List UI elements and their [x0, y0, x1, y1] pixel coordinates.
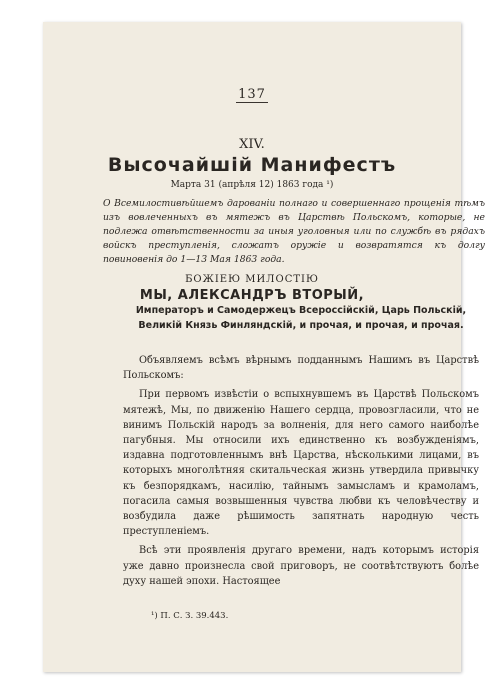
section-number: XIV.	[239, 137, 265, 152]
page-number: 137	[238, 87, 266, 102]
summary-text: О Всемилостивѣйшемъ дарованіи полнаго и совершеннаго прощенія тѣмъ изъ вовлеченныхъ въ мятежъ въ Царствѣ Польскомъ, которые, не подлежа отвѣтственности за иныя уголовныя или по службѣ въ рядахъ войскъ преступленія, сложатъ оружіе и возвратятся къ долгу повиновенія до 1—13 Мая 1863 года.	[103, 198, 485, 265]
paragraph: Всѣ эти проявленія другаго времени, надъ которымъ исторія уже давно произнесла свой приговоръ, не соотвѣтствуютъ болѣе духу нашей эпохи. Настоящее	[123, 545, 479, 587]
footnote: ¹) П. С. З. 39.443.	[151, 611, 229, 621]
body-text	[123, 353, 479, 589]
imperial-titles: Императоръ и Самодержецъ Всероссійскій, Царь Польскій, Великій Князь Финляндскій, и прочая, и прочая, и прочая.	[135, 305, 467, 331]
date-line: Марта 31 (апрѣля 12) 1863 года ¹)	[170, 180, 334, 190]
paragraph: Объявляемъ всѣмъ вѣрнымъ подданнымъ Нашимъ въ Царствѣ Польскомъ:	[123, 355, 479, 382]
emperor-name: МЫ, АЛЕКСАНДРЪ ВТОРЫЙ,	[139, 288, 365, 303]
document-title: Высочайшій Манифестъ	[107, 154, 397, 176]
by-grace-line: БОЖІЕЮ МИЛОСТІЮ	[185, 274, 319, 285]
paragraph: При первомъ извѣстіи о вспыхнувшемъ въ Царствѣ Польскомъ мятежѣ, Мы, по движенію Нашего сердца, провозгласили, что не винимъ Польскій народъ за волненія, для него самого наиболѣе пагубныя. Мы относили ихъ единственно къ возбужденіямъ, издавна подготовленнымъ внѣ Царства, нѣсколькими лицами, въ которыхъ многолѣтняя скитальческая жизнь утвердила привычку къ безпорядкамъ, насилію, тайнымъ замысламъ и крамоламъ, погасила самыя возвышенныя чувства любви къ человѣчеству и возбудила даже рѣшимость запятнать народную честь преступленіемъ.	[123, 389, 479, 538]
document-page	[43, 22, 485, 672]
